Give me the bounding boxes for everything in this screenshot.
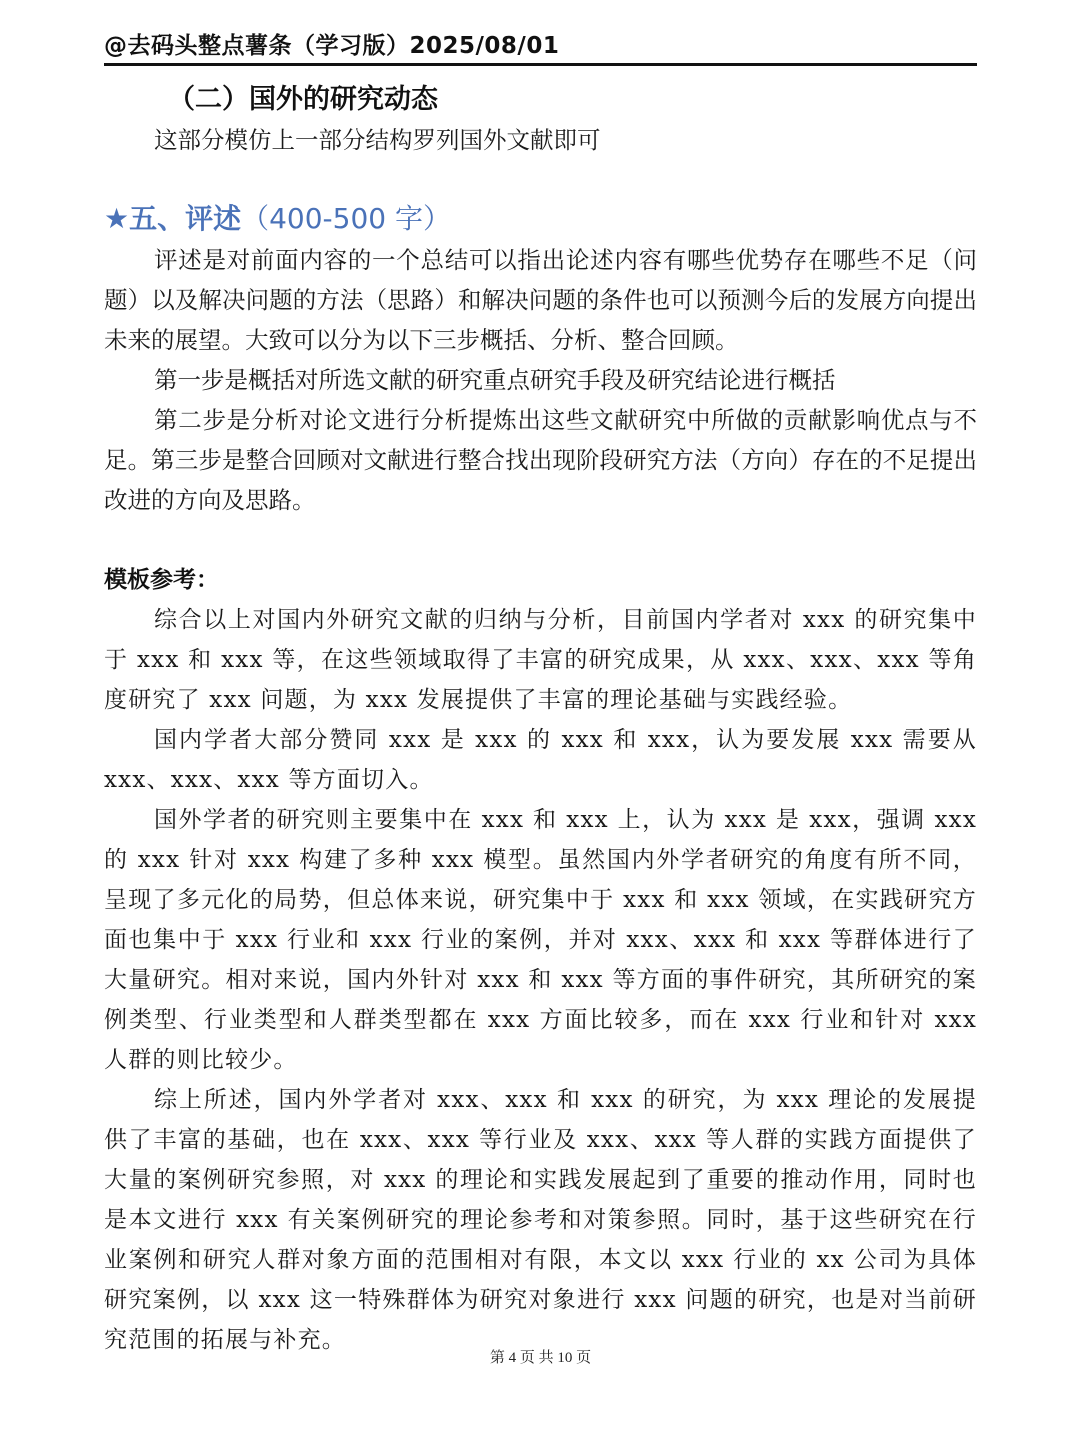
review-section-title [104,198,451,240]
document-header: @去码头整点薯条（学习版）2025/08/01 [104,33,560,59]
page-number: 第 4 页 共 10 页 [489,1350,592,1366]
review-paragraph: 评述是对前面内容的一个总结可以指出论述内容有哪些优势存在哪些不足（问题）以及解决问题的方法（思路）和解决问题的条件也可以预测今后的发展方向提出未来的展望。大致可以分为以下三步概括、分析、整合回顾。 [104,246,977,354]
template-paragraph: 国外学者的研究则主要集中在 xxx 和 xxx 上，认为 xxx 是 xxx，强调 xxx 的 xxx 针对 xxx 构建了多种 xxx 模型。虽然国内外学者研究的角度有所不同，呈现了多元化的局势，但总体来说，研究集中于 xxx 和 xxx 领域，在实践研究方面也集中于 xxx 行业和 xxx 行业的案例，并对 xxx、xxx 和 xxx 等群体进行了大量研究。相对来说，国内外针对 xxx 和 xxx 等方面的事件研究，其所研究的案例类型、行业类型和人群类型都在 xxx 方面比较多，而在 xxx 行业和针对 xxx 人群的则比较少。 [104,807,977,1073]
template-paragraph: 综合以上对国内外研究文献的归纳与分析，目前国内学者对 xxx 的研究集中于 xxx 和 xxx 等，在这些领域取得了丰富的研究成果，从 xxx、xxx、xxx 等角度研究了 xxx 问题，为 xxx 发展提供了丰富的理论基础与实践经验。 [104,607,977,713]
review-title-text: ★五、评述 [104,202,242,235]
review-paragraph: 第二步是分析对论文进行分析提炼出这些文献研究中所做的贡献影响优点与不足。第三步是整合回顾对文献进行整合找出现阶段研究方法（方向）存在的不足提出改进的方向及思路。 [104,406,977,514]
template-paragraph: 综上所述，国内外学者对 xxx、xxx 和 xxx 的研究，为 xxx 理论的发展提供了丰富的基础，也在 xxx、xxx 等行业及 xxx、xxx 等人群的实践方面提供了大量的案例研究参照，对 xxx 的理论和实践发展起到了重要的推动作用，同时也是本文进行 xxx 有关案例研究的理论参考和对策参照。同时，基于这些研究在行业案例和研究人群对象方面的范围相对有限，本文以 xxx 行业的 xx 公司为具体研究案例，以 xxx 这一特殊群体为研究对象进行 xxx 问题的研究，也是对当前研究范围的拓展与补充。 [104,1087,977,1353]
header-divider [104,63,977,66]
foreign-research-heading: （二）国外的研究动态 [168,84,438,115]
template-label: 模板参考： [104,566,219,593]
template-paragraph: 国内学者大部分赞同 xxx 是 xxx 的 xxx 和 xxx，认为要发展 xxx 需要从 xxx、xxx、xxx 等方面切入。 [104,727,977,793]
foreign-research-note: 这部分模仿上一部分结构罗列国外文献即可 [154,126,601,154]
review-paragraph: 第一步是概括对所选文献的研究重点研究手段及研究结论进行概括 [154,366,836,394]
document-page [104,0,977,1440]
review-word-range: （400-500 字） [241,202,452,235]
